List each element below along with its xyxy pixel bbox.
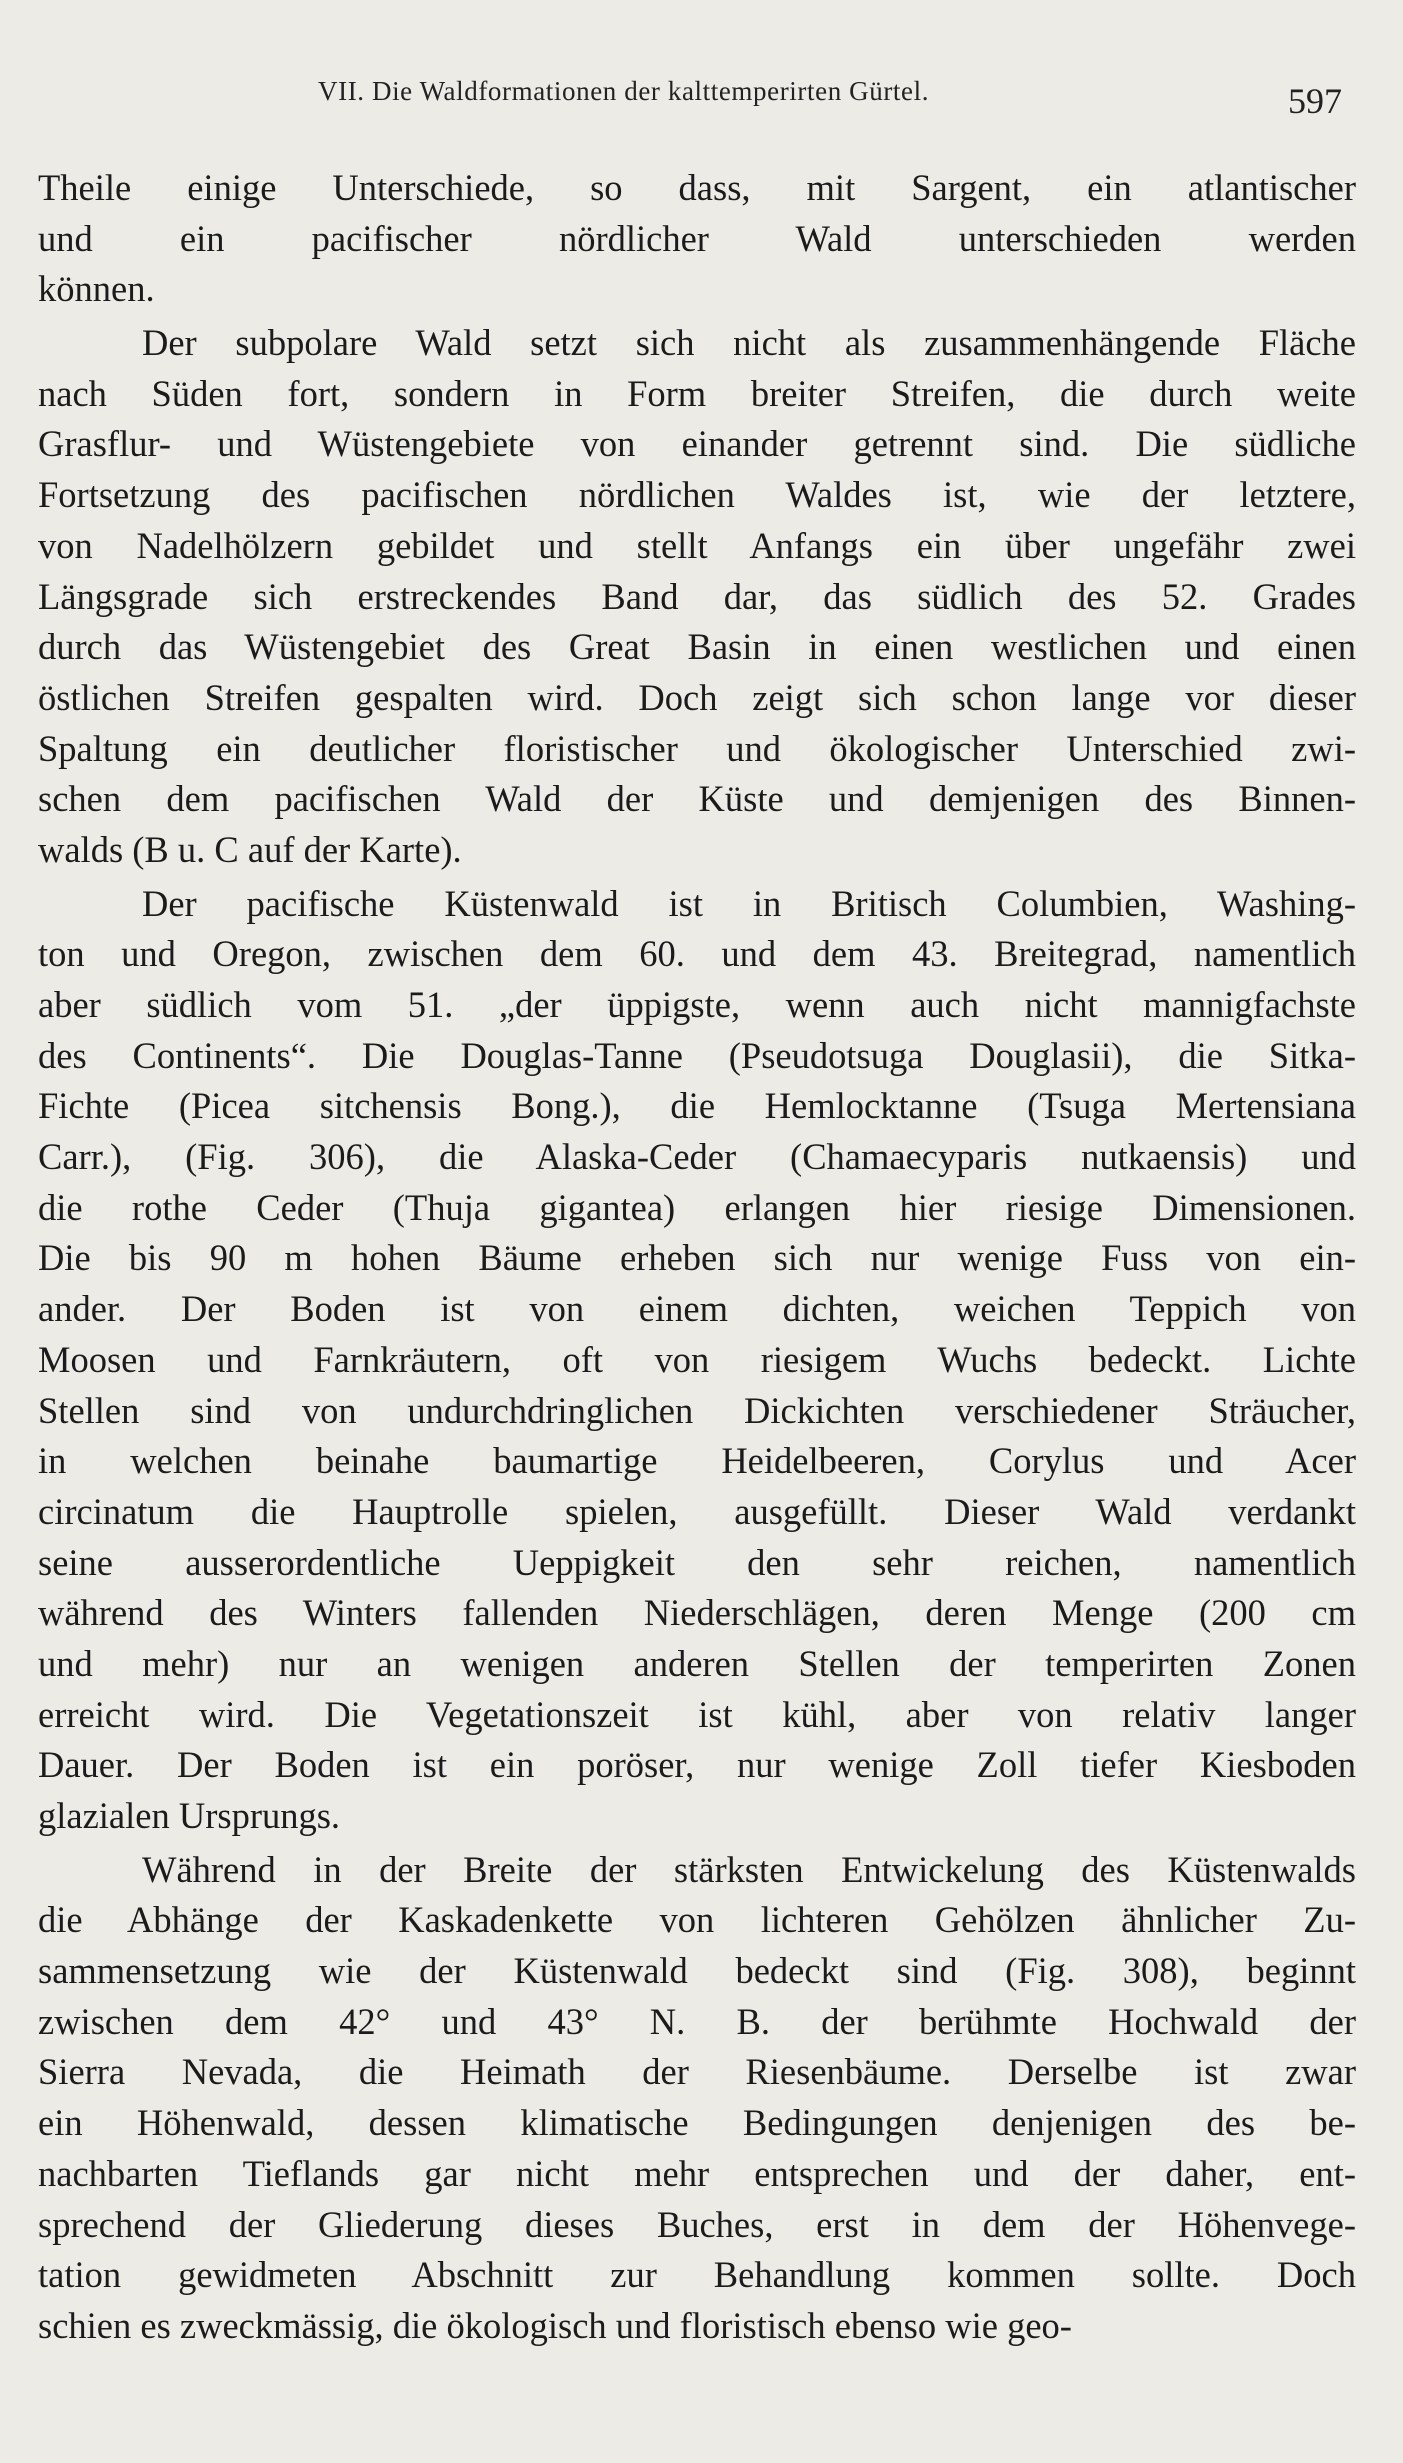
text-line: Fortsetzung des pacifischen nördlichen Waldes ist, wie der letztere, bbox=[38, 474, 1356, 516]
text-line: Theile einige Unterschiede, so dass, mit Sargent, ein atlantischer bbox=[38, 167, 1356, 208]
text-line: nachbarten Tieflands gar nicht mehr entsprechen und der daher, ent- bbox=[38, 2152, 1356, 2194]
text-line: nach Süden fort, sondern in Form breiter Streifen, die durch weite bbox=[38, 372, 1356, 414]
text-line: ton und Oregon, zwischen dem 60. und dem 43. Breitegrad, namentlich bbox=[38, 933, 1356, 975]
paragraph bbox=[38, 879, 1356, 1842]
text-line: können. bbox=[38, 268, 155, 310]
text-line: circinatum die Hauptrolle spielen, ausgefüllt. Dieser Wald verdankt bbox=[38, 1490, 1356, 1532]
running-head: VII. Die Waldformationen der kalttemperirten Gürtel. bbox=[318, 76, 930, 106]
text-line: durch das Wüstengebiet des Great Basin in einen westlichen und einen bbox=[38, 626, 1356, 668]
paragraph bbox=[38, 318, 1356, 876]
text-line: des Continents“. Die Douglas-Tanne (Pseudotsuga Douglasii), die Sitka- bbox=[38, 1034, 1356, 1076]
text-line: ander. Der Boden ist von einem dichten, weichen Teppich von bbox=[38, 1288, 1356, 1330]
text-line: die Abhänge der Kaskadenkette von lichteren Gehölzen ähnlicher Zu- bbox=[38, 1899, 1356, 1941]
page-number: 597 bbox=[1288, 81, 1342, 121]
text-line: tation gewidmeten Abschnitt zur Behandlung kommen sollte. Doch bbox=[38, 2254, 1356, 2296]
text-line: schen dem pacifischen Wald der Küste und demjenigen des Binnen- bbox=[38, 778, 1356, 820]
text-line: erreicht wird. Die Vegetationszeit ist kühl, aber von relativ langer bbox=[38, 1693, 1356, 1735]
text-line: seine ausserordentliche Ueppigkeit den sehr reichen, namentlich bbox=[38, 1541, 1356, 1583]
text-line: und ein pacifischer nördlicher Wald unterschieden werden bbox=[38, 217, 1356, 259]
text-line: Stellen sind von undurchdringlichen Dickichten verschiedener Sträucher, bbox=[38, 1389, 1356, 1431]
text-line: und mehr) nur an wenigen anderen Stellen der temperirten Zonen bbox=[38, 1642, 1356, 1684]
text-line: Die bis 90 m hohen Bäume erheben sich nur wenige Fuss von ein- bbox=[38, 1237, 1356, 1279]
text-line: sprechend der Gliederung dieses Buches, erst in dem der Höhenvege- bbox=[38, 2203, 1356, 2245]
body-text bbox=[38, 163, 1356, 2352]
text-line: ein Höhenwald, dessen klimatische Bedingungen denjenigen des be- bbox=[38, 2102, 1356, 2144]
paragraph bbox=[38, 163, 1356, 315]
text-line: Carr.), (Fig. 306), die Alaska-Ceder (Chamaecyparis nutkaensis) und bbox=[38, 1136, 1356, 1178]
text-line: schien es zweckmässig, die ökologisch und floristisch ebenso wie geo- bbox=[38, 2304, 1072, 2346]
text-line: östlichen Streifen gespalten wird. Doch zeigt sich schon lange vor dieser bbox=[38, 676, 1356, 718]
text-line: sammensetzung wie der Küstenwald bedeckt sind (Fig. 308), beginnt bbox=[38, 1950, 1356, 1992]
text-line: walds (B u. C auf der Karte). bbox=[38, 828, 462, 870]
text-line: Sierra Nevada, die Heimath der Riesenbäume. Derselbe ist zwar bbox=[38, 2051, 1356, 2093]
text-line: Grasflur- und Wüstengebiete von einander getrennt sind. Die südliche bbox=[38, 423, 1356, 465]
text-line: in welchen beinahe baumartige Heidelbeeren, Corylus und Acer bbox=[38, 1440, 1356, 1482]
text-line: von Nadelhölzern gebildet und stellt Anfangs ein über ungefähr zwei bbox=[38, 524, 1356, 566]
text-line: Fichte (Picea sitchensis Bong.), die Hemlocktanne (Tsuga Mertensiana bbox=[38, 1085, 1356, 1127]
text-line: Der pacifische Küstenwald ist in Britisch Columbien, Washing- bbox=[142, 882, 1356, 924]
paragraph bbox=[38, 1845, 1356, 2352]
text-line: zwischen dem 42° und 43° N. B. der berühmte Hochwald der bbox=[38, 2000, 1356, 2042]
text-line: Während in der Breite der stärksten Entwickelung des Küstenwalds bbox=[142, 1848, 1356, 1890]
text-line: Moosen und Farnkräutern, oft von riesigem Wuchs bedeckt. Lichte bbox=[38, 1338, 1356, 1380]
text-line: die rothe Ceder (Thuja gigantea) erlangen hier riesige Dimensionen. bbox=[38, 1186, 1356, 1228]
text-line: glazialen Ursprungs. bbox=[38, 1795, 341, 1836]
text-line: Der subpolare Wald setzt sich nicht als zusammenhängende Fläche bbox=[142, 322, 1356, 364]
text-line: Dauer. Der Boden ist ein poröser, nur wenige Zoll tiefer Kiesboden bbox=[38, 1744, 1356, 1786]
text-line: Spaltung ein deutlicher floristischer und ökologischer Unterschied zwi- bbox=[38, 727, 1356, 769]
text-line: während des Winters fallenden Niederschlägen, deren Menge (200 cm bbox=[38, 1592, 1356, 1634]
text-line: Längsgrade sich erstreckendes Band dar, das südlich des 52. Grades bbox=[38, 575, 1356, 617]
text-line: aber südlich vom 51. „der üppigste, wenn auch nicht mannigfachste bbox=[38, 984, 1356, 1025]
